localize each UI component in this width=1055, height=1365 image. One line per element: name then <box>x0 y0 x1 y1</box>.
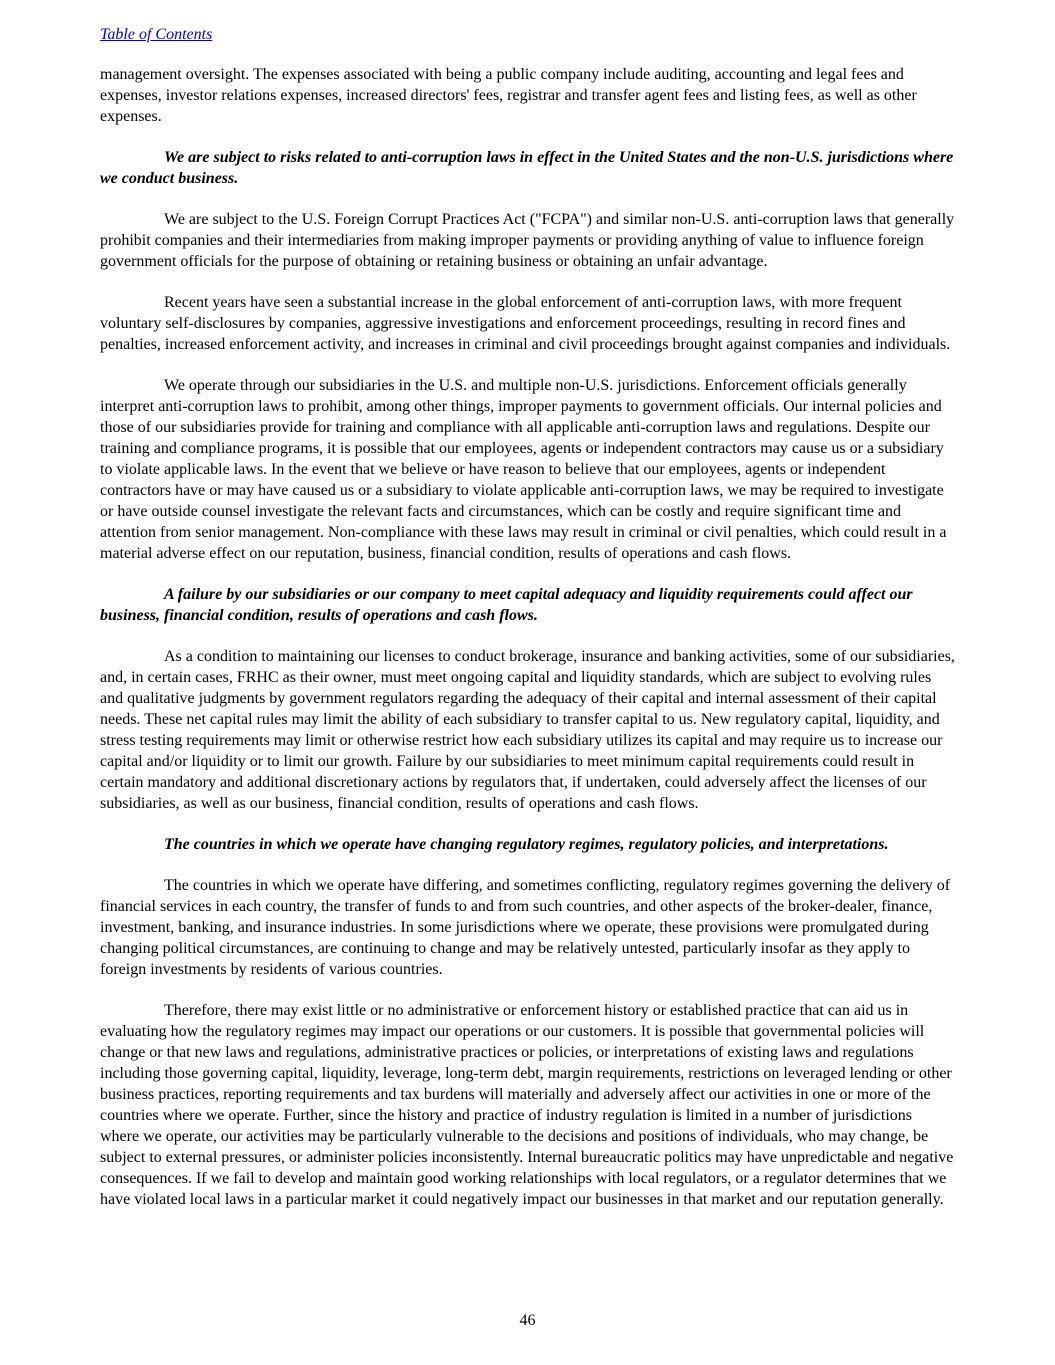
paragraph-differing-regimes: The countries in which we operate have differing, and sometimes conflicting, regulatory regimes governing the delivery of financial services in each country, the transfer of funds to and from such countries, and other aspects of the broker-dealer, finance, investment, banking, and insurance industries. In some jurisdictions where we operate, these provisions were promulgated during changing political circumstances, are continuing to change and may be relatively untested, particularly insofar as they apply to foreign investments by residents of various countries. <box>100 877 951 978</box>
risk-heading-capital-adequacy: A failure by our subsidiaries or our company to meet capital adequacy and liquidity requirements could affect our business, financial condition, results of operations and cash flows. <box>100 586 913 624</box>
paragraph-we-operate: We operate through our subsidiaries in the U.S. and multiple non-U.S. jurisdictions. Enforcement officials generally interpret anti-corruption laws to prohibit, among other things, improper payments to government officials. Our internal policies and those of our subsidiaries provide for training and compliance with all applicable anti-corruption laws and regulations. Despite our training and compliance programs, it is possible that our employees, agents or independent contractors may cause us or a subsidiary to violate applicable laws. In the event that we believe or have reason to believe that our employees, agents or independent contractors have or may have caused us or a subsidiary to violate applicable anti-corruption laws, we may be required to investigate or have outside counsel investigate the relevant facts and circumstances, which can be costly and require significant time and attention from senior management. Non-compliance with these laws may result in criminal or civil penalties, which could result in a material adverse effect on our reputation, business, financial condition, results of operations and cash flows. <box>100 377 947 562</box>
paragraph-recent-years: Recent years have seen a substantial increase in the global enforcement of anti-corruption laws, with more frequent voluntary self-disclosures by companies, aggressive investigations and enforcement proceedings, resulting in record fines and penalties, increased enforcement activity, and increases in criminal and civil proceedings brought against companies and individuals. <box>100 294 951 353</box>
paragraph-capital-condition: As a condition to maintaining our licenses to conduct brokerage, insurance and banking activities, some of our subsidiaries, and, in certain cases, FRHC as their owner, must meet ongoing capital and liquidity standards, which are subject to evolving rules and qualitative judgments by government regulators regarding the adequacy of their capital and internal assessment of their capital needs. These net capital rules may limit the ability of each subsidiary to transfer capital to us. New regulatory capital, liquidity, and stress testing requirements may limit or otherwise restrict how each subsidiary utilizes its capital and may require us to increase our capital and/or liquidity or to limit our growth. Failure by our subsidiaries to meet minimum capital requirements could result in certain mandatory and additional discretionary actions by regulators that, if undertaken, could adversely affect the licenses of our subsidiaries, as well as our business, financial condition, results of operations and cash flows. <box>100 648 955 812</box>
risk-heading-regulatory-regimes: The countries in which we operate have changing regulatory regimes, regulatory policies, and interpretations. <box>164 836 889 853</box>
paragraph-management-oversight: management oversight. The expenses associated with being a public company include auditing, accounting and legal fees and expenses, investor relations expenses, increased directors' fees, registrar and transfer agent fees and listing fees, as well as other expenses. <box>100 66 917 125</box>
page-number: 46 <box>519 1312 536 1329</box>
paragraph-fcpa: We are subject to the U.S. Foreign Corrupt Practices Act ("FCPA") and similar non-U.S. anti-corruption laws that generally prohibit companies and their intermediaries from making improper payments or providing anything of value to influence foreign government officials for the purpose of obtaining or retaining business or obtaining an unfair advantage. <box>100 211 955 270</box>
paragraph-therefore: Therefore, there may exist little or no administrative or enforcement history or established practice that can aid us in evaluating how the regulatory regimes may impact our operations or our customers. It is possible that governmental policies will change or that new laws and regulations, administrative practices or policies, or interpretations of existing laws and regulations including those governing capital, liquidity, leverage, long-term debt, margin requirements, restrictions on leveraged lending or other business practices, reporting requirements and tax burdens will materially and adversely affect our activities in one or more of the countries where we operate. Further, since the history and practice of industry regulation is limited in a number of jurisdictions where we operate, our activities may be particularly vulnerable to the decisions and positions of individuals, who may change, be subject to external pressures, or administer policies inconsistently. Internal bureaucratic politics may have unpredictable and negative consequences. If we fail to develop and maintain good working relationships with local regulators, or a regulator determines that we have violated local laws in a particular market it could negatively impact our businesses in that market and our reputation generally. <box>100 1002 954 1208</box>
risk-heading-anti-corruption: We are subject to risks related to anti-corruption laws in effect in the United States and the non-U.S. jurisdictions where we conduct business. <box>100 149 954 187</box>
toc-link-row <box>100 26 955 44</box>
table-of-contents-link[interactable]: Table of Contents <box>100 26 213 43</box>
